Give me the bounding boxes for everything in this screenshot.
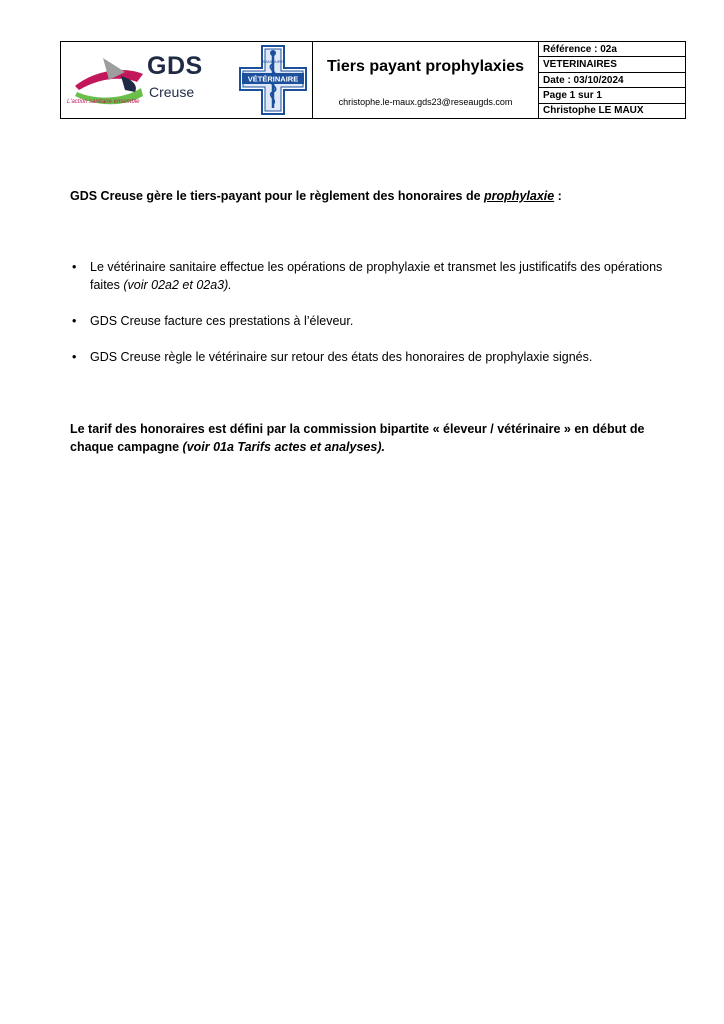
bullet-text: Le vétérinaire sanitaire effectue les opérations de prophylaxie et transmet les justificatifs des opérations faites [90, 260, 663, 292]
date: Date : 03/10/2024 [539, 73, 685, 88]
logo-tagline: L'action sanitaire ensemble [67, 99, 140, 105]
bullet-text: GDS Creuse facture ces prestations à l’éleveur. [90, 314, 354, 328]
veterinary-caduceus-icon [238, 44, 308, 116]
closing-paragraph [70, 420, 686, 456]
bullet-icon: • [72, 314, 77, 328]
document-header [60, 41, 686, 119]
gds-logo-text: GDS [147, 52, 203, 80]
author: Christophe LE MAUX [543, 105, 644, 117]
intro-prefix: GDS Creuse gère le tiers-payant pour le règlement des honoraires de [70, 189, 485, 203]
bullet-text: GDS Creuse règle le vétérinaire sur retour des états des honoraires de prophylaxie signés. [90, 350, 593, 364]
intro-emphasis: prophylaxie [484, 189, 555, 203]
meta-cell [539, 42, 685, 118]
vet-logo-small-text: SANITAIRE [262, 59, 284, 64]
page-number: Page 1 sur 1 [539, 88, 685, 103]
creuse-logo-text: Creuse [149, 84, 195, 100]
title-cell [313, 42, 539, 118]
bullet-list [70, 258, 686, 384]
list-item [70, 312, 686, 330]
bullet-icon: • [72, 260, 77, 274]
bullet-ref: (voir 02a2 et 02a3). [123, 278, 232, 292]
document-title: Tiers payant prophylaxies [326, 58, 525, 75]
vet-logo-label: VÉTÉRINAIRE [247, 74, 299, 84]
contact-email: christophe.le-maux.gds23@reseaugds.com [338, 97, 513, 107]
category: VETERINAIRES [539, 57, 685, 72]
intro-paragraph [70, 187, 686, 205]
reference: Référence : 02a [539, 42, 685, 57]
closing-ref: (voir 01a Tarifs actes et analyses). [182, 440, 385, 454]
bullet-icon: • [72, 350, 77, 364]
closing-text: Le tarif des honoraires est défini par la commission bipartite « éleveur / vétérinaire » en début de chaque campagne [70, 422, 645, 454]
logos-cell [61, 42, 313, 118]
intro-suffix: : [554, 189, 562, 203]
list-item [70, 348, 686, 366]
list-item [70, 258, 686, 294]
